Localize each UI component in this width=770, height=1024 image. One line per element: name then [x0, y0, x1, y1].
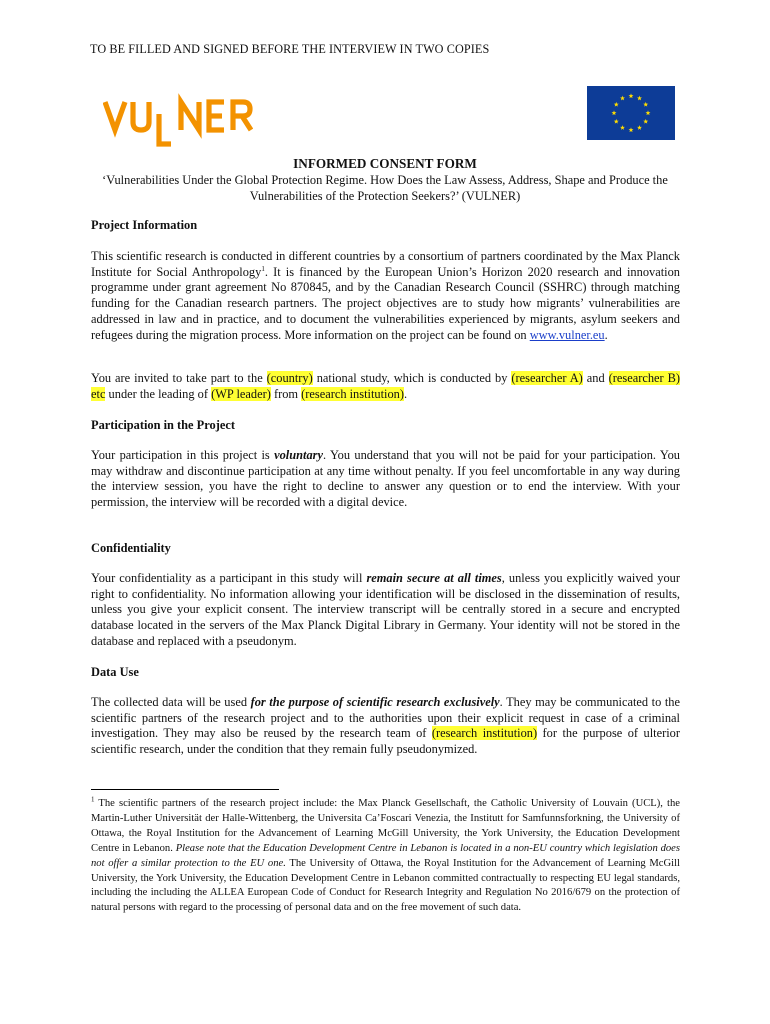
section-heading-confidentiality: Confidentiality	[91, 541, 171, 555]
text-run: . They may be communicated to the scientific partners of the research project and to the authorities upon their explicit request in case of a criminal investigation. They may also be reused by the research team of	[91, 695, 680, 741]
data-use-paragraph	[91, 695, 680, 758]
emphasis-voluntary: voluntary	[274, 448, 323, 462]
vulner-website-link[interactable]: www.vulner.eu	[529, 327, 605, 342]
research-institution-placeholder-2: (research institution)	[431, 726, 538, 741]
participation-paragraph	[91, 448, 680, 511]
text-run: for the purpose of ulterior scientific research, under the condition that they remain fully pseudonymized.	[91, 726, 680, 757]
country-placeholder: (country)	[266, 371, 313, 385]
text-run: from	[270, 386, 302, 401]
text-run: , unless you explicitly waived your right to confidentiality. No information allowing your identification will be disclosed in the dissemination of results, unless you give your explicit consent. The interview transcript will be centrally stored in a secure and encrypted database located in the servers of the Max Planck Digital Library in Germany. Your identity will not be stored in the database and replaced with a pseudonym.	[91, 571, 680, 648]
text-run: national study, which is conducted by	[312, 371, 512, 385]
section-heading-project-info: Project Information	[91, 218, 198, 232]
section-heading-participation: Participation in the Project	[91, 418, 235, 432]
vulner-logo-icon	[103, 92, 253, 150]
emphasis-secure: remain secure at all times	[366, 571, 502, 585]
text-run: Your participation in this project is	[91, 448, 275, 462]
text-run: You are invited to take part to the	[91, 371, 267, 385]
form-subtitle: ‘Vulnerabilities Under the Global Protection Regime. How Does the Law Assess, Address, Shape and Produce the Vulnerabilities of the Protection Seekers?’ (VULNER)	[102, 173, 668, 203]
section-heading-data-use: Data Use	[91, 665, 139, 679]
footnote-emphasis: Please note that the Education Development Centre in Lebanon is located in a non-EU country which legislation does not offer a similar protection to the EU one.	[91, 842, 681, 869]
text-run: The collected data will be used	[91, 695, 251, 709]
text-run: The University of Ottawa, the Royal Institution for the Advancement of Learning McGill University, the York University, the Education Development Centre in Lebanon committed contractually to respecting EU legal standards, including the including the ALLEA European Code of Conduct for Research Integrity and Regulation No 2016/679 on the protection of natural persons with regard to the processing of personal data and on the free movement of such data.	[91, 857, 680, 914]
researcher-a-placeholder: (researcher A)	[511, 371, 583, 385]
footnote	[91, 797, 680, 916]
confidentiality-paragraph	[91, 571, 680, 650]
footnote-divider	[91, 789, 279, 790]
text-run: Your confidentiality as a participant in this study will	[91, 571, 367, 585]
header-note: TO BE FILLED AND SIGNED BEFORE THE INTERVIEW IN TWO COPIES	[90, 42, 490, 56]
eu-flag-icon	[587, 86, 675, 140]
text-run: .	[404, 386, 408, 401]
project-info-paragraph	[91, 249, 680, 343]
emphasis-scientific-research: for the purpose of scientific research exclusively	[250, 695, 500, 709]
text-run: . You understand that you will not be paid for your participation. You may withdraw and discontinue participation at any time without penalty. If you feel uncomfortable in any way during the interview session, you have the right to decline to answer any question or to end the interview. With your permission, the interview will be recorded with a digital device.	[91, 448, 680, 510]
footnote-ref[interactable]: 1	[261, 264, 265, 273]
text-run: This scientific research is conducted in different countries by a consortium of partners coordinated by the Max Planck Institute for Social Anthropology	[91, 249, 680, 279]
text-run: and	[582, 371, 609, 385]
invitation-paragraph	[91, 371, 680, 402]
footnote-number: 1	[91, 795, 95, 804]
research-institution-placeholder: (research institution)	[301, 386, 405, 401]
researcher-b-placeholder: (researcher B) etc	[91, 371, 680, 401]
text-run: under the leading of	[105, 386, 212, 401]
wp-leader-placeholder: (WP leader)	[211, 386, 271, 401]
text-run: . It is financed by the European Union’s Horizon 2020 research and innovation programme under grant agreement No 870845, and by the Canadian Research Council (SSHRC) through matching funding for the Canadian research partners. The project objectives are to study how migrants’ vulnerabilities are addressed in law and in practice, and to document the vulnerabilities experienced by migrants, asylum seekers and refugees during the migration process. More information on the project can be found on	[91, 264, 680, 342]
text-run: .	[604, 327, 608, 342]
text-run: The scientific partners of the research project include: the Max Planck Gesellschaft, the Catholic University of Louvain (UCL), the Martin-Luther Universität der Halle-Wittenberg, the Universita Ca’Foscari Venezia, the Institutt for Samfunnsforkning, the University of Ottawa, the Royal Institution for the Advancement of Learning McGill University, the York University, the Education Development Centre in Lebanon.	[91, 798, 680, 854]
form-title: INFORMED CONSENT FORM	[293, 156, 477, 171]
